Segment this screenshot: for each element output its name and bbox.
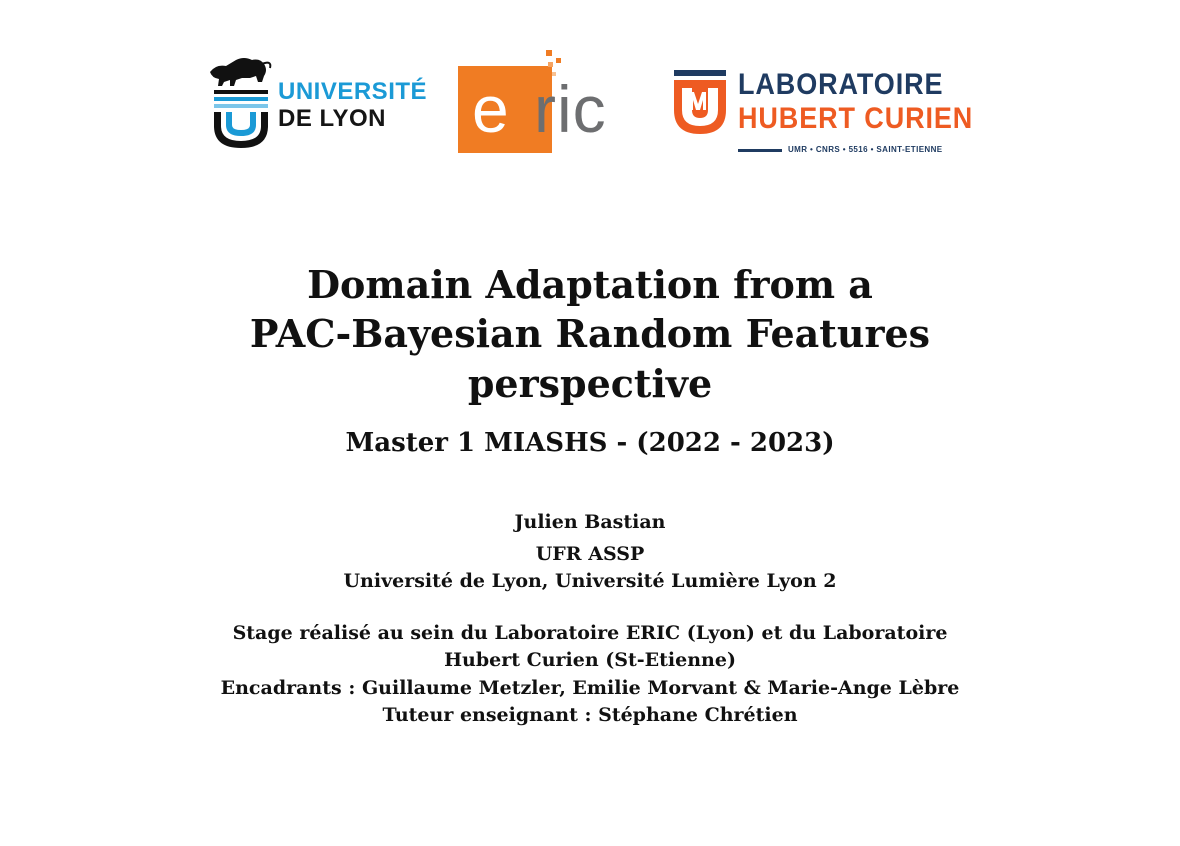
eric-logo <box>456 48 641 156</box>
university-name: Université de Lyon, Université Lumière Lyon 2 <box>343 570 837 592</box>
supervisors: Encadrants : Guillaume Metzler, Emilie Morvant & Marie-Ange Lèbre <box>220 677 960 699</box>
udl-logo-line2: DE LYON <box>278 105 386 132</box>
lion-emblem-icon <box>206 52 276 152</box>
title-line-2: PAC-Bayesian Random Features <box>249 311 931 356</box>
eric-logo-ric-text: ric <box>534 72 607 146</box>
academic-tutor: Tuteur enseignant : Stéphane Chrétien <box>382 704 798 726</box>
lhc-shield-icon <box>672 70 728 136</box>
lhc-logo-line1: LABORATOIRE <box>738 68 944 101</box>
subtitle: Master 1 MIASHS - (2022 - 2023) <box>345 428 835 458</box>
universite-de-lyon-logo <box>206 52 428 152</box>
lhc-logo-subtitle: UMR • CNRS • 5516 • SAINT-ETIENNE <box>788 145 943 154</box>
title-line-1: Domain Adaptation from a <box>307 262 873 307</box>
stage-description-line-1: Stage réalisé au sein du Laboratoire ERIC (Lyon) et du Laboratoire <box>232 622 948 644</box>
title-line-3: perspective <box>467 361 713 406</box>
eric-logo-e: e <box>472 72 509 146</box>
laboratoire-hubert-curien-logo <box>672 68 972 158</box>
author-name: Julien Bastian <box>514 511 666 533</box>
lhc-logo-line2: HUBERT CURIEN <box>738 102 974 135</box>
udl-logo-line1: UNIVERSITÉ <box>278 78 428 105</box>
eric-logo-ric <box>534 72 607 146</box>
stage-description-line-2: Hubert Curien (St-Etienne) <box>444 649 736 671</box>
lhc-logo-rule <box>738 149 782 152</box>
ufr-name: UFR ASSP <box>535 543 645 565</box>
